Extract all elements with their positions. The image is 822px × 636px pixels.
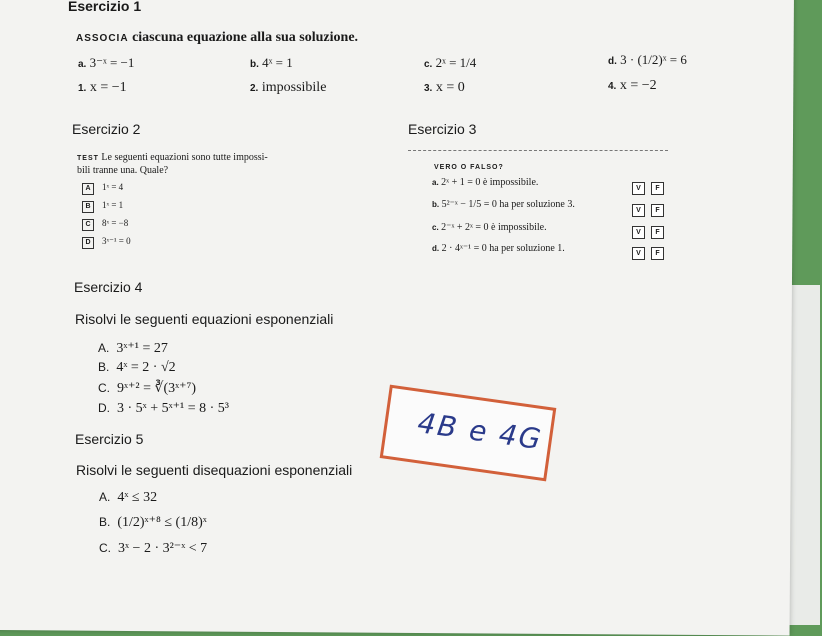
ex4-item-b: B. 4ˣ = 2 · √2 (98, 360, 176, 375)
handwritten-note: 4B e 4G (380, 385, 557, 482)
true-checkbox[interactable]: V (632, 247, 645, 260)
ex2-option-c[interactable]: C 8ˣ = −8 (82, 218, 128, 231)
ex1-instruction (76, 30, 358, 46)
ex1-solution-3: 3. x = 0 (424, 80, 465, 95)
false-checkbox[interactable]: F (651, 226, 664, 239)
ex5-instruction: Risolvi le seguenti disequazioni esponenziali (76, 462, 353, 478)
ex2-question-line1: TEST Le seguenti equazioni sono tutte impossi- (77, 152, 268, 163)
false-checkbox[interactable]: F (651, 247, 664, 260)
ex1-item-a: a. 3⁻ˣ = −1 (78, 55, 135, 70)
ex1-item-c: c. 2ˣ = 1/4 (424, 55, 477, 70)
ex3-item-d: d. 2 · 4ˣ⁻¹ = 0 ha per soluzione 1. (432, 243, 565, 254)
ex4-title: Esercizio 4 (74, 279, 143, 295)
ex2-title: Esercizio 2 (72, 121, 141, 137)
ex1-solution-1: 1. x = −1 (78, 80, 127, 95)
ex4-item-c: C. 9ˣ⁺² = ∛(3ˣ⁺⁷) (98, 381, 197, 396)
ex1-title: Esercizio 1 (68, 0, 142, 14)
ex2-option-d[interactable]: D 3ˣ⁻¹ = 0 (82, 236, 131, 249)
ex2-option-b[interactable]: B 1ˣ = 1 (82, 200, 123, 213)
ex1-solution-2: 2. impossibile (250, 80, 327, 95)
ex1-item-b: b. 4ˣ = 1 (250, 55, 293, 70)
true-checkbox[interactable]: V (632, 204, 645, 217)
ex5-item-c: C. 3ˣ − 2 · 3²⁻ˣ < 7 (99, 541, 208, 556)
ex1-instr-text: ciascuna equazione alla sua soluzione. (132, 30, 359, 45)
ex4-item-a: A. 3ˣ⁺¹ = 27 (98, 341, 168, 356)
ex3-item-b: b. 5²⁻ˣ − 1/5 = 0 ha per soluzione 3. (432, 199, 575, 210)
ex5-item-b: B. (1/2)ˣ⁺⁸ ≤ (1/8)ˣ (99, 515, 207, 530)
ex4-item-d: D. 3 · 5ˣ + 5ˣ⁺¹ = 8 · 5³ (98, 401, 229, 416)
ex3-title: Esercizio 3 (408, 121, 477, 137)
true-checkbox[interactable]: V (632, 226, 645, 239)
ex2-question-line2: bili tranne una. Quale? (77, 165, 169, 176)
false-checkbox[interactable]: F (651, 182, 664, 195)
true-checkbox[interactable]: V (632, 182, 645, 195)
ex5-item-a: A. 4ˣ ≤ 32 (99, 490, 158, 505)
ex2-option-a[interactable]: A 1ˣ = 4 (82, 182, 123, 195)
ex3-vf-c (626, 221, 664, 239)
false-checkbox[interactable]: F (651, 204, 664, 217)
ex3-vf-d (626, 242, 664, 260)
ex5-title: Esercizio 5 (75, 431, 144, 447)
ex1-item-d: d. 3 · (1/2)ˣ = 6 (608, 52, 687, 67)
ex1-solution-4: 4. x = −2 (608, 78, 657, 93)
ex3-item-c: c. 2⁻ˣ + 2ˣ = 0 è impossibile. (432, 222, 547, 233)
ex3-divider (408, 150, 668, 151)
ex1-tag: ASSOCIA (76, 33, 129, 44)
ex3-vf-b (626, 199, 664, 217)
ex3-item-a: a. 2ˣ + 1 = 0 è impossibile. (432, 177, 539, 188)
ex3-tag: VERO O FALSO? (434, 164, 504, 171)
ex3-vf-a (626, 177, 664, 195)
ex4-instruction: Risolvi le seguenti equazioni esponenziali (75, 311, 334, 327)
